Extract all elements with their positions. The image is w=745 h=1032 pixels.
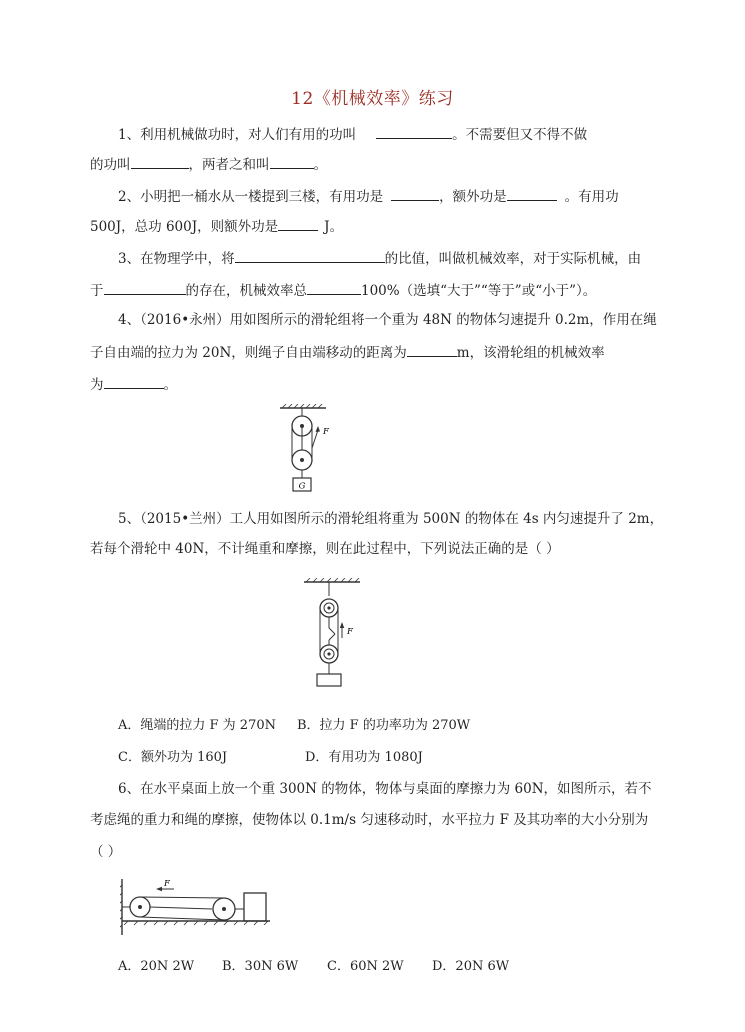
q1-blank-3[interactable] (270, 154, 314, 169)
q2-blank-2[interactable] (507, 186, 557, 201)
q5-line-1: 5、（2015•兰州）工人用如图所示的滑轮组将重为 500N 的物体在 4s 内匀速提升了 2m， (118, 511, 664, 527)
q1-line-1: 1、利用机械做功时，对人们有用的功叫 。不需要但又不得不做 (118, 124, 587, 145)
q4-force-label: F (323, 427, 329, 437)
q1-blank-1[interactable] (376, 124, 452, 139)
q6-line-1: 6、在水平桌面上放一个重 300N 的物体，物体与桌面的摩擦力为 60N，如图所示，若不 (118, 781, 652, 797)
q3-blank-1[interactable] (235, 248, 385, 263)
q6-option-a[interactable]: A．20N 2W (118, 959, 195, 974)
q4-pulley-figure (278, 404, 348, 496)
q3-line-1: 3、在物理学中，将 的比值，叫做机械效率，对于实际机械，由 (118, 248, 641, 269)
q2-line-1: 2、小明把一桶水从一楼提到三楼，有用功是 ，额外功是 。有用功 (118, 186, 619, 207)
q4-weight-label: G (298, 481, 306, 492)
q1-line-2: 的功叫 ，两者之和叫 。 (90, 154, 327, 175)
q6-option-d[interactable]: D．20N 6W (432, 959, 510, 974)
q5-option-b[interactable]: B．拉力 F 的功率功为 270W (297, 718, 471, 733)
q5-line-2: 若每个滑轮中 40N，不计绳重和摩擦，则在此过程中，下列说法正确的是（ ） (90, 541, 560, 557)
q5-option-a[interactable]: A．绳端的拉力 F 为 270N (118, 718, 276, 733)
q6-pulley-figure (120, 875, 275, 937)
q5-option-d[interactable]: D．有用功为 1080J (305, 750, 423, 765)
q4-line-2: 子自由端的拉力为 20N，则绳子自由端移动的距离为 m，该滑轮组的机械效率 (90, 342, 605, 363)
q6-option-b[interactable]: B．30N 6W (222, 959, 299, 974)
q4-blank-2[interactable] (104, 374, 164, 389)
q5-force-label: F (347, 627, 353, 637)
q6-option-c[interactable]: C．60N 2W (327, 959, 404, 974)
q4-line-1: 4、（2016•永州）用如图所示的滑轮组将一个重为 48N 的物体匀速提升 0.2m，作用在绳 (118, 312, 657, 328)
q2-blank-3[interactable] (278, 216, 318, 231)
q6-force-label: F (164, 879, 170, 889)
page-title: 12《机械效率》练习 (291, 89, 454, 109)
q2-line-2: 500J，总功 600J，则额外功是 J。 (90, 216, 343, 237)
q6-line-2: 考虑绳的重力和绳的摩擦，使物体以 0.1m/s 匀速移动时，水平拉力 F 及其功率的大小分别为 (90, 812, 649, 828)
q1-blank-2[interactable] (131, 154, 189, 169)
q5-option-c[interactable]: C．额外功为 160J (118, 750, 228, 765)
q3-line-2: 于 的存在，机械效率总 100%（选填“大于”“等于”或“小于”）。 (90, 280, 596, 301)
q5-pulley-figure (302, 578, 372, 690)
q3-blank-3[interactable] (307, 280, 361, 295)
q4-blank-1[interactable] (407, 342, 457, 357)
q6-line-3: （ ） (90, 844, 122, 860)
q4-line-3: 为 。 (90, 374, 177, 395)
q2-blank-1[interactable] (391, 186, 439, 201)
q3-blank-2[interactable] (104, 280, 186, 295)
